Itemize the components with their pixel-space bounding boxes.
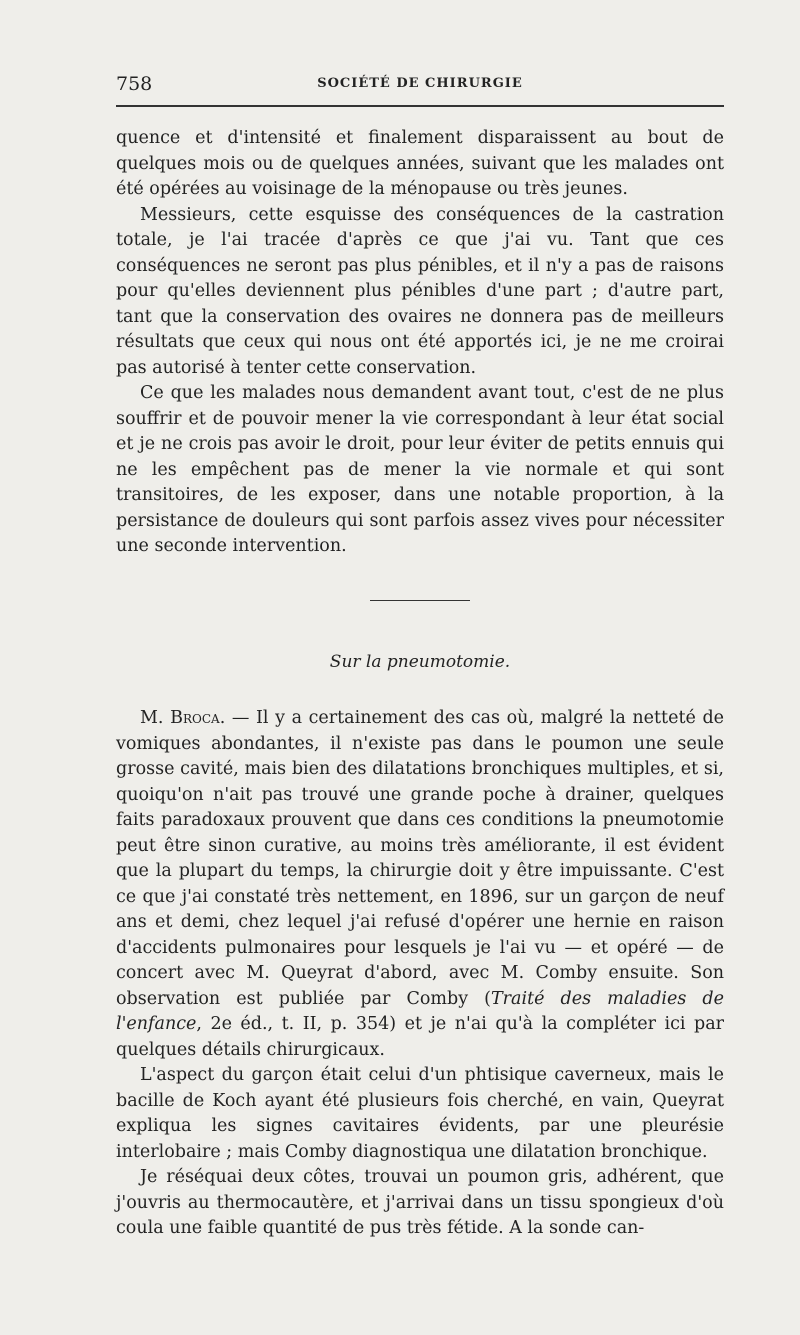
section-title: Sur la pneumotomie. <box>329 652 511 672</box>
header-rule <box>116 105 724 107</box>
section-castration-text <box>116 126 724 560</box>
running-head: SOCIÉTÉ DE CHIRURGIE <box>317 76 523 91</box>
section-separator <box>370 600 470 601</box>
paragraph: Ce que les malades nous demandent avant tout, c'est de ne plus souffrir et de pouvoir mener la vie correspondant à leur état social et je ne crois pas avoir le droit, pour leur éviter de petits ennuis qui ne les empêchent pas de mener la vie normale et qui sont transitoires, de les exposer, dans une notable proportion, à la persistance de douleurs qui sont parfois assez vives pour nécessiter une seconde intervention. <box>116 383 724 556</box>
book-title: Traité des maladies de l'enfance <box>116 988 724 1034</box>
paragraph: L'aspect du garçon était celui d'un phtisique caverneux, mais le bacille de Koch ayant été plusieurs fois cherché, en vain, Queyrat expliqua les signes cavitaires évidents, par une pleurésie interlobaire ; mais Comby diagnostiqua une dilatation bronchique. <box>116 1065 724 1162</box>
paragraph-text: , 2e éd., t. II, p. 354) et je n'ai qu'à la compléter ici par quelques détails chirurgicaux. <box>116 1014 724 1060</box>
paragraph: Messieurs, cette esquisse des conséquences de la castration totale, je l'ai tracée d'après ce que j'ai vu. Tant que ces conséquences ne seront pas plus pénibles, et il n'y a pas de raisons pour qu'elles deviennent plus pénibles d'une part ; d'autre part, tant que la conservation des ovaires ne donnera pas de meilleurs résultats que ceux qui nous ont été apportés ici, je ne me croirai pas autorisé à tenter cette conservation. <box>116 204 724 378</box>
paragraph-text: . — Il y a certainement des cas où, malgré la netteté de vomiques abondantes, il n'existe pas dans le poumon une seule grosse cavité, mais bien des dilatations bronchiques multiples, et si, quoiqu'on n'ait pas trouvé une grande poche à drainer, quelques faits paradoxaux prouvent que dans ces conditions la pneumotomie peut être sinon curative, au moins très améliorante, il est évident que la plupart du temps, la chirurgie doit y être impuissante. C'est ce que j'ai constaté très nettement, en 1896, sur un garçon de neuf ans et demi, chez lequel j'ai refusé d'opérer une hernie en raison d'accidents pulmonaires pour lesquels je l'ai vu — et opéré — de concert avec M. Queyrat d'abord, avec M. Comby ensuite. Son observation est publiée par Comby ( <box>116 708 725 1009</box>
paragraph: Je réséquai deux côtes, trouvai un poumon gris, adhérent, que j'ouvris au thermocautère, et j'arrivai dans un tissu spongieux d'où coula une faible quantité de pus très fétide. A la sonde can- <box>116 1167 724 1238</box>
paragraph <box>116 706 724 1063</box>
page-header <box>116 74 724 94</box>
paragraph: quence et d'intensité et finalement disparaissent au bout de quelques mois ou de quelques années, suivant que les malades ont été opérées au voisinage de la ménopause ou très jeunes. <box>116 128 724 199</box>
section-pneumotomie-text <box>116 706 724 1242</box>
speaker-name: Broca <box>170 708 220 728</box>
page-number: 758 <box>116 73 153 95</box>
speaker-prefix: M. <box>140 708 171 728</box>
